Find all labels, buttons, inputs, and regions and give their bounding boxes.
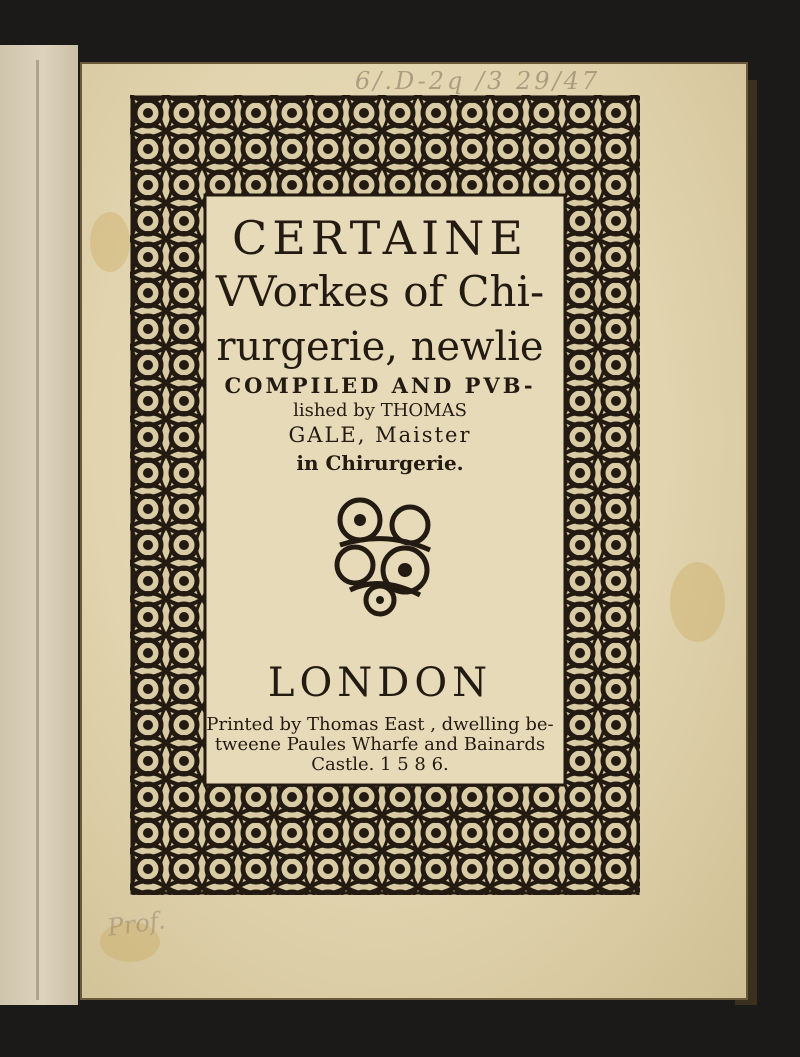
title-line: lished by THOMAS	[293, 400, 467, 421]
title-line: CERTAINE	[232, 211, 528, 265]
foxing-stain	[670, 562, 725, 642]
title-line: rurgerie, newlie	[216, 324, 544, 370]
imprint-line: Castle. 1 5 8 6.	[311, 754, 449, 775]
title-block	[205, 195, 555, 785]
title-line: in Chirurgerie.	[296, 451, 464, 475]
printers-device-icon	[320, 490, 450, 620]
imprint-line: tweene Paules Wharfe and Bainards	[214, 734, 546, 755]
facing-page-edge	[36, 60, 39, 1000]
handwritten-note: Prof.	[105, 906, 167, 942]
title-line: GALE, Maister	[288, 423, 472, 447]
imprint-city: LONDON	[267, 660, 493, 706]
facing-page	[0, 45, 78, 1005]
title-line: COMPILED AND PVB-	[224, 373, 536, 398]
foxing-stain	[90, 212, 130, 272]
handwritten-shelfmark: 6/.D-2q /3 29/47	[355, 67, 601, 95]
title-line: VVorkes of Chi-	[215, 267, 545, 316]
imprint-line: Printed by Thomas East , dwelling be-	[206, 714, 554, 735]
imprint-statement	[195, 715, 565, 775]
